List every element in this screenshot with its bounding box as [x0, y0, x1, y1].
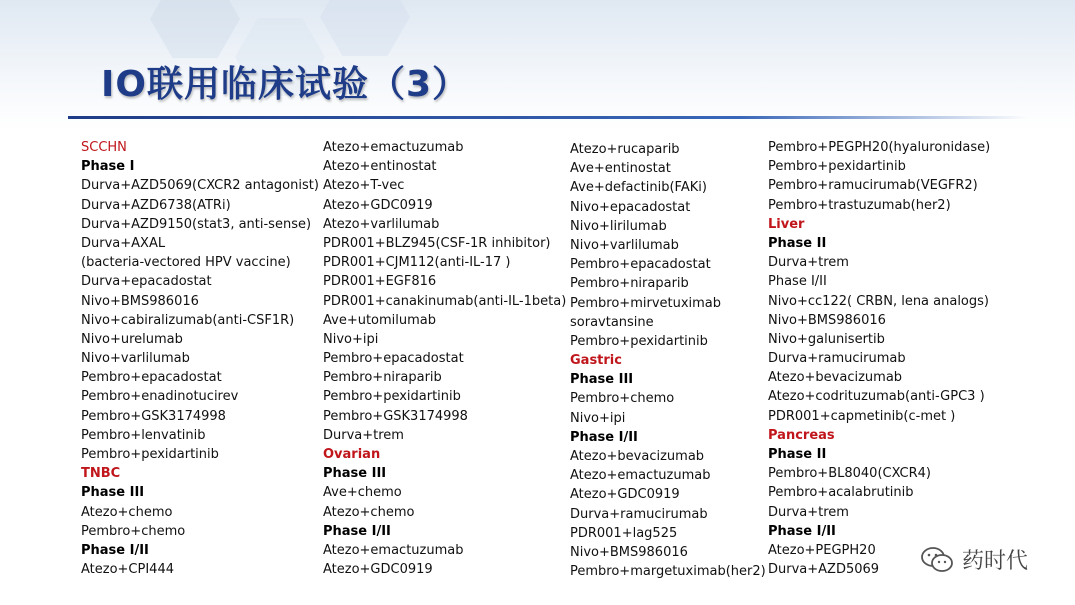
trial-entry: Atezo+GDC0919: [570, 487, 680, 503]
trial-entry: PDR001+BLZ945(CSF-1R inhibitor): [323, 235, 551, 251]
phase-heading: Phase I/II: [323, 523, 391, 539]
trial-entry: Pembro+epacadostat: [323, 351, 464, 367]
indication-heading: SCCHN: [81, 140, 127, 155]
phase-heading: Phase III: [570, 372, 634, 388]
trial-entry: Atezo+emactuzumab: [570, 468, 711, 484]
trial-entry: Durva+trem: [768, 504, 849, 520]
trial-entry: PDR001+CJM112(anti-IL-17 ): [323, 255, 511, 271]
indication-heading: Pancreas: [768, 427, 835, 443]
phase-heading: Phase II: [768, 235, 827, 251]
trial-entry: Durva+ramucirumab: [570, 506, 708, 522]
trial-entry: Nivo+cabiralizumab(anti-CSF1R): [81, 312, 295, 328]
trial-entry: Pembro+pexidartinib: [323, 389, 461, 405]
trial-entry: Pembro+margetuximab(her2): [570, 564, 766, 580]
wechat-icon: [920, 546, 954, 574]
trial-entry: Atezo+bevacizumab: [768, 370, 903, 386]
trial-entry: Pembro+acalabrutinib: [768, 485, 914, 501]
trial-entry: Atezo+chemo: [81, 504, 173, 520]
trial-entry: Atezo+GDC0919: [323, 197, 433, 213]
trial-entry: Nivo+BMS986016: [570, 544, 688, 560]
trial-entry: (bacteria-vectored HPV vaccine): [81, 255, 291, 271]
trial-entry: Pembro+pexidartinib: [81, 447, 219, 462]
trial-entry: Durva+ramucirumab: [768, 351, 906, 367]
trial-entry: PDR001+EGF816: [323, 274, 437, 290]
watermark-text: 药时代: [962, 549, 1029, 574]
trial-entry: Atezo+emactuzumab: [323, 542, 464, 558]
trial-entry: PDR001+canakinumab(anti-IL-1beta): [323, 293, 567, 309]
indication-heading: Ovarian: [323, 447, 381, 462]
trial-entry: Pembro+BL8040(CXCR4): [768, 466, 932, 482]
trial-entry: Durva+epacadostat: [81, 274, 212, 290]
trial-entry: Atezo+bevacizumab: [570, 449, 705, 464]
trial-entry: Pembro+GSK3174998: [323, 408, 468, 424]
trial-entry: Durva+trem: [323, 427, 404, 443]
trial-entry: Durva+trem: [768, 255, 849, 271]
watermark: [920, 544, 1028, 575]
trial-entry: Pembro+lenvatinib: [81, 427, 206, 443]
phase-heading: Phase I/II: [81, 542, 149, 558]
trial-entry: Pembro+chemo: [81, 523, 186, 539]
trial-entry: Nivo+BMS986016: [81, 293, 199, 309]
trial-entry: Nivo+cc122( CRBN, lena analogs): [768, 293, 989, 309]
trial-entry: Atezo+codrituzumab(anti-GPC3 ): [768, 389, 985, 405]
trial-entry: Durva+AZD5069(CXCR2 antagonist): [81, 178, 319, 194]
phase-heading: Phase II: [768, 447, 827, 462]
trial-column-2: [323, 138, 566, 579]
trial-entry: Pembro+pexidartinib: [570, 333, 708, 349]
trial-entry: Nivo+ipi: [570, 410, 626, 426]
trial-entry: Pembro+PEGPH20(hyaluronidase): [768, 140, 991, 155]
trial-entry: Atezo+PEGPH20: [768, 542, 876, 558]
trial-entry: Atezo+emactuzumab: [323, 140, 464, 155]
title-underline: [68, 116, 1028, 119]
trial-column-4: [768, 138, 990, 579]
trial-entry: Phase I/II: [768, 274, 827, 290]
trial-entry: Durva+AZD5069: [768, 562, 880, 578]
trial-entry: Ave+entinostat: [570, 161, 671, 177]
trial-entry: Durva+AXAL: [81, 235, 166, 251]
trial-entry: Pembro+mirvetuximab: [570, 295, 722, 311]
indication-heading: Liver: [768, 216, 805, 232]
trial-column-3: [570, 140, 766, 581]
trial-entry: Ave+defactinib(FAKi): [570, 180, 707, 196]
trial-entry: Nivo+galunisertib: [768, 331, 885, 347]
trial-entry: PDR001+lag525: [570, 525, 678, 541]
trial-column-1: [81, 138, 319, 579]
trial-entry: Nivo+urelumab: [81, 331, 183, 347]
trial-entry: Atezo+chemo: [323, 504, 415, 520]
phase-heading: Phase I: [81, 159, 135, 175]
trial-entry: Atezo+rucaparib: [570, 142, 680, 157]
trial-entry: Nivo+lirilumab: [570, 218, 667, 234]
trial-entry: Pembro+epacadostat: [570, 257, 711, 273]
trial-entry: Durva+AZD6738(ATRi): [81, 197, 231, 213]
trial-entry: Atezo+CPI444: [81, 562, 174, 578]
trial-entry: soravtansine: [570, 314, 654, 330]
trial-entry: Nivo+varlilumab: [81, 351, 190, 367]
phase-heading: Phase III: [81, 485, 145, 501]
trial-entry: Pembro+trastuzumab(her2): [768, 197, 951, 213]
trial-entry: Nivo+ipi: [323, 331, 379, 347]
trial-entry: Ave+chemo: [323, 485, 402, 501]
trial-entry: Nivo+epacadostat: [570, 199, 691, 215]
indication-heading: TNBC: [81, 466, 121, 482]
slide-title: IO联用临床试验（3）: [101, 64, 470, 105]
trial-entry: Pembro+niraparib: [570, 276, 689, 292]
trial-entry: Nivo+varlilumab: [570, 237, 679, 253]
trial-entry: Pembro+pexidartinib: [768, 159, 906, 175]
phase-heading: Phase III: [323, 466, 387, 482]
trial-entry: Pembro+GSK3174998: [81, 408, 226, 424]
trial-entry: Pembro+enadinotucirev: [81, 389, 239, 405]
trial-entry: Atezo+GDC0919: [323, 562, 433, 578]
trial-entry: Atezo+entinostat: [323, 159, 437, 175]
trial-entry: Ave+utomilumab: [323, 312, 437, 328]
trial-entry: Pembro+niraparib: [323, 370, 442, 386]
trial-entry: Nivo+BMS986016: [768, 312, 886, 328]
trial-entry: PDR001+capmetinib(c-met ): [768, 408, 956, 424]
trial-entry: Atezo+varlilumab: [323, 216, 440, 232]
trial-entry: Pembro+chemo: [570, 391, 675, 407]
phase-heading: Phase I/II: [570, 429, 638, 445]
indication-heading: Gastric: [570, 353, 622, 369]
trial-entry: Durva+AZD9150(stat3, anti-sense): [81, 216, 312, 232]
phase-heading: Phase I/II: [768, 523, 836, 539]
trial-entry: Atezo+T-vec: [323, 178, 405, 194]
trial-entry: Pembro+ramucirumab(VEGFR2): [768, 178, 978, 194]
trial-entry: Pembro+epacadostat: [81, 370, 222, 386]
